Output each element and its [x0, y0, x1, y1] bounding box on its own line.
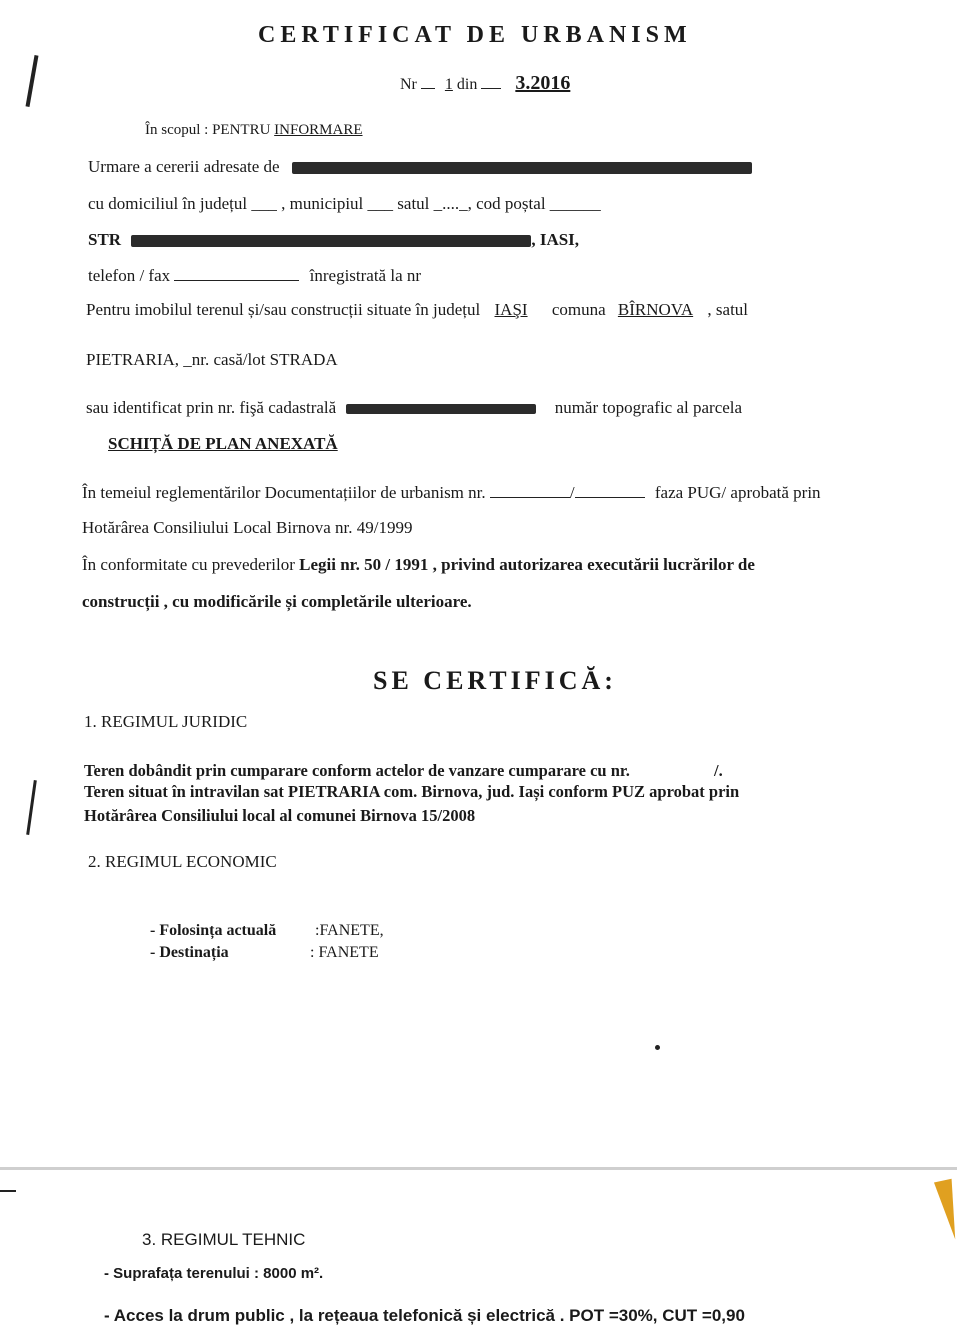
section-3-heading: 3. REGIMUL TEHNIC [142, 1230, 306, 1249]
property-comuna: BÎRNOVA [617, 300, 694, 319]
date-blank [481, 74, 501, 89]
request-line-3 [88, 230, 579, 250]
din-label: din [456, 76, 478, 93]
legal-line-2: Hotărârea Consiliului Local Birnova nr. 49/1999 [82, 518, 413, 537]
section-1-line-3: Hotărârea Consiliului local al comunei Birnova 15/2008 [84, 806, 476, 825]
folosinta-value: :FANETE, [315, 922, 384, 939]
document-title: CERTIFICAT DE URBANISM [258, 22, 692, 48]
section-1-line-1-end: /. [713, 761, 723, 780]
doc-number-blank-2 [575, 483, 645, 498]
property-line-1 [86, 300, 748, 320]
folosinta-row [150, 922, 384, 940]
section-3-line-2: - Acces la drum public , la rețeaua telefonică și electrică . POT =30%, CUT =0,90 [104, 1306, 745, 1325]
cadastral-label: sau identificat prin nr. fişă cadastrală [86, 398, 337, 417]
property-line-2: PIETRARIA, _nr. casă/lot STRADA [86, 350, 338, 369]
destinatia-row [150, 944, 379, 962]
folosinta-label: - Folosința actuală [150, 922, 277, 939]
nr-blank [421, 74, 435, 89]
section-1-line-1: Teren dobândit prin cumparare conform actelor de vanzare cumparare cu nr. /. [84, 761, 723, 780]
section-1-line-2: Teren situat în intravilan sat PIETRARIA com. Birnova, jud. Iași conform PUZ aprobat prin [84, 782, 740, 801]
nr-value: 1 [444, 76, 453, 93]
request-line-4 [88, 266, 421, 286]
section-1-heading: 1. REGIMUL JURIDIC [84, 712, 248, 731]
doc-number-blank [490, 483, 570, 498]
destinatia-label: - Destinația [150, 944, 229, 961]
margin-mark-middle [26, 780, 37, 835]
ink-dot [655, 1045, 660, 1050]
date-value: 3.2016 [515, 72, 571, 94]
property-line-3 [86, 398, 742, 418]
legal-suffix: faza PUG/ aprobată prin [654, 483, 821, 502]
corner-mark [934, 1179, 957, 1241]
redacted-street [131, 235, 531, 247]
registration-label: înregistrată la nr [309, 266, 422, 285]
legal-line-3 [82, 555, 755, 575]
topographic-label: număr topografic al parcela [554, 398, 743, 417]
legal-line-4: construcții , cu modificările și completările ulterioare. [82, 592, 472, 611]
page-divider [0, 1167, 957, 1170]
destinatia-value: : FANETE [310, 944, 379, 961]
satul-label: , satul [707, 300, 749, 319]
request-line-1 [88, 157, 752, 177]
redacted-cadastral [346, 404, 536, 414]
phone-label: telefon / fax [88, 266, 171, 285]
redacted-applicant [292, 162, 752, 174]
margin-mark-bottom [0, 1190, 16, 1192]
document-number-line [400, 72, 570, 95]
legal-line-1: În temeiul reglementărilor Documentațiilor de urbanism nr. / faza PUG/ aprobată prin [82, 483, 821, 502]
plan-reference: SCHIȚĂ DE PLAN ANEXATĂ [108, 434, 338, 453]
law-reference: Legii nr. 50 / 1991 , privind autorizarea executării lucrărilor de [299, 555, 755, 574]
property-prefix: Pentru imobilul terenul și/sau construcții situate în județul [86, 300, 481, 319]
section-2-heading: 2. REGIMUL ECONOMIC [88, 852, 277, 871]
law-prefix: În conformitate cu prevederilor [82, 555, 295, 574]
street-prefix: STR [88, 230, 122, 249]
certifica-heading: SE CERTIFICĂ: [373, 666, 617, 695]
scope-value: INFORMARE [274, 122, 363, 138]
property-judet: IAŞI [494, 300, 528, 319]
nr-label: Nr [400, 76, 417, 93]
legal-prefix: În temeiul reglementărilor Documentațiilor de urbanism nr. [82, 483, 486, 502]
section-3-line-1: - Suprafața terenului : 8000 m². [104, 1265, 324, 1282]
phone-blank [174, 266, 299, 281]
request-line-2: cu domiciliul în județul ___ , municipiul ___ satul _...._, cod poștal ______ [88, 194, 601, 213]
comuna-label: comuna [551, 300, 606, 319]
request-label: Urmare a cererii adresate de [88, 157, 280, 176]
street-suffix: , IASI, [531, 230, 580, 249]
scope-line [145, 122, 363, 139]
scope-label: În scopul : PENTRU [145, 122, 271, 138]
margin-mark-top [26, 55, 39, 107]
